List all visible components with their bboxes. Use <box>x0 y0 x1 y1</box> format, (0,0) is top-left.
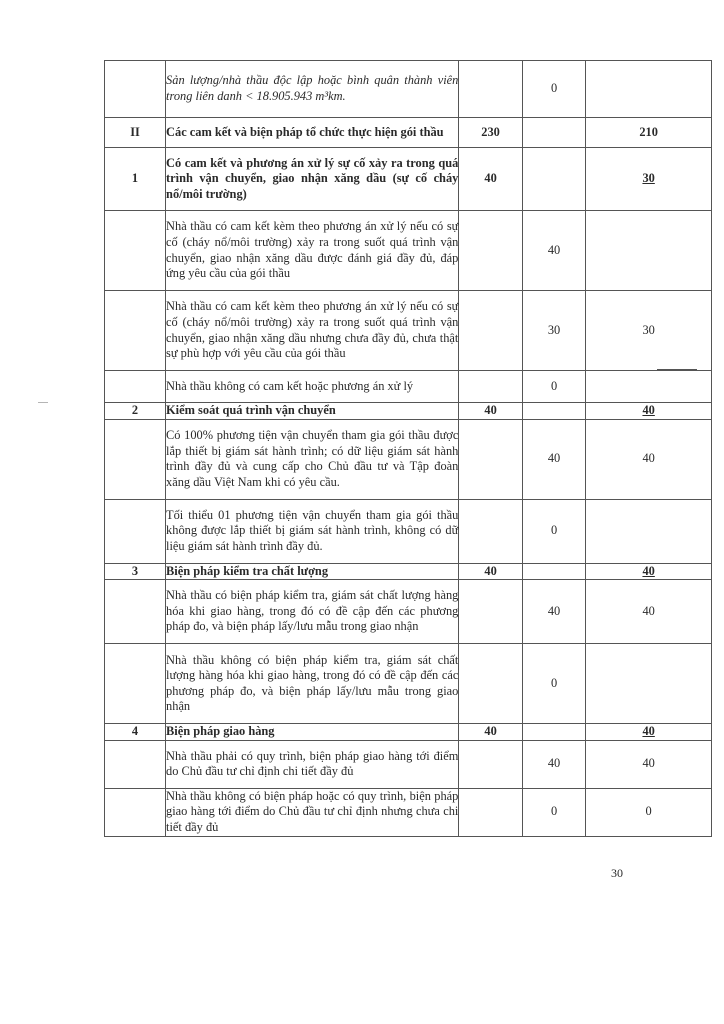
row-number <box>105 788 166 836</box>
row-number <box>105 291 166 371</box>
row-number <box>105 211 166 291</box>
sub-score: 30 <box>522 291 585 371</box>
criterion-text: Nhà thầu có cam kết kèm theo phương án xử lý nếu có sự cố (cháy nổ/môi trường) xảy ra trong suốt quá trình vận chuyển, giao nhận xăng dầu được đánh giá đầy đủ, đáp ứng yêu cầu của gói thầu <box>166 211 459 291</box>
max-score <box>459 788 522 836</box>
max-score <box>459 580 522 644</box>
table-row <box>105 499 712 563</box>
sub-score: 0 <box>522 61 585 118</box>
criterion-text: Nhà thầu không có biện pháp hoặc có quy trình, biện pháp giao hàng tới điểm do Chủ đầu tư chỉ định nhưng chưa chi tiết đầy đủ <box>166 788 459 836</box>
criterion-text: Nhà thầu có cam kết kèm theo phương án xử lý nếu có sự cố (cháy nổ/môi trường) xảy ra trong suốt quá trình vận chuyển, giao nhận xăng dầu nhưng chưa đầy đủ, chưa thật sự phù hợp với yêu cầu của gói thầu <box>166 291 459 371</box>
table-row <box>105 291 712 371</box>
awarded-score: 40 <box>586 403 712 420</box>
awarded-score: 40 <box>586 724 712 741</box>
max-score <box>459 211 522 291</box>
table-row <box>105 118 712 148</box>
awarded-score <box>586 371 712 403</box>
table-row <box>105 61 712 118</box>
sub-score <box>522 118 585 148</box>
table-row <box>105 580 712 644</box>
max-score <box>459 291 522 371</box>
criterion-text: Sản lượng/nhà thầu độc lập hoặc bình quân thành viên trong liên danh < 18.905.943 m³km. <box>166 61 459 118</box>
sub-score: 0 <box>522 788 585 836</box>
sub-score <box>522 563 585 580</box>
sub-score: 0 <box>522 644 585 724</box>
awarded-score: 30 <box>586 148 712 211</box>
page-number: 30 <box>611 866 623 880</box>
criterion-text: Có 100% phương tiện vận chuyển tham gia gói thầu được lắp thiết bị giám sát hành trình; có dữ liệu giám sát hành trình đầy đủ và cung cấp cho Chủ đầu tư và Tập đoàn xăng dầu Việt Nam khi có yêu cầu. <box>166 419 459 499</box>
max-score: 40 <box>459 403 522 420</box>
max-score: 40 <box>459 563 522 580</box>
table-row <box>105 644 712 724</box>
table-row <box>105 371 712 403</box>
row-number <box>105 61 166 118</box>
max-score <box>459 499 522 563</box>
table-row <box>105 403 712 420</box>
table-row <box>105 148 712 211</box>
table-row <box>105 211 712 291</box>
criterion-text: Nhà thầu không có cam kết hoặc phương án xử lý <box>166 371 459 403</box>
sub-score <box>522 148 585 211</box>
awarded-score: 40 <box>586 563 712 580</box>
row-number: 1 <box>105 148 166 211</box>
max-score <box>459 371 522 403</box>
criterion-text: Nhà thầu không có biện pháp kiểm tra, giám sát chất lượng hàng hóa khi giao hàng, trong đó có đề cập đến các phương pháp đo, và biện pháp lấy/lưu mẫu trong giao nhận <box>166 644 459 724</box>
sub-score: 40 <box>522 580 585 644</box>
criterion-text: Biện pháp giao hàng <box>166 724 459 741</box>
max-score: 40 <box>459 724 522 741</box>
awarded-score: 30 <box>586 291 712 371</box>
sub-score: 0 <box>522 371 585 403</box>
row-number: 2 <box>105 403 166 420</box>
criterion-text: Kiểm soát quá trình vận chuyển <box>166 403 459 420</box>
row-number <box>105 419 166 499</box>
max-score <box>459 61 522 118</box>
max-score <box>459 419 522 499</box>
table-row <box>105 788 712 836</box>
row-number <box>105 499 166 563</box>
sub-score: 40 <box>522 211 585 291</box>
criterion-text: Có cam kết và phương án xử lý sự cố xảy ra trong quá trình vận chuyển, giao nhận xăng dầu (sự cố cháy nổ/môi trường) <box>166 148 459 211</box>
awarded-score <box>586 211 712 291</box>
max-score: 230 <box>459 118 522 148</box>
table-row <box>105 563 712 580</box>
max-score <box>459 740 522 788</box>
criterion-text: Biện pháp kiểm tra chất lượng <box>166 563 459 580</box>
row-number <box>105 580 166 644</box>
criterion-text: Tối thiểu 01 phương tiện vận chuyển tham gia gói thầu không được lắp thiết bị giám sát hành trình, không có dữ liệu giám sát hành trình đầy đủ. <box>166 499 459 563</box>
sub-score: 40 <box>522 740 585 788</box>
awarded-score: 0 <box>586 788 712 836</box>
criterion-text: Các cam kết và biện pháp tổ chức thực hiện gói thầu <box>166 118 459 148</box>
row-number <box>105 371 166 403</box>
table-row <box>105 740 712 788</box>
table-row <box>105 724 712 741</box>
row-number <box>105 740 166 788</box>
scoring-table <box>104 60 712 837</box>
row-number: 3 <box>105 563 166 580</box>
row-number <box>105 644 166 724</box>
row-number: 4 <box>105 724 166 741</box>
row-number: II <box>105 118 166 148</box>
sub-score <box>522 724 585 741</box>
awarded-score: 210 <box>586 118 712 148</box>
table-row <box>105 419 712 499</box>
awarded-score <box>586 644 712 724</box>
max-score <box>459 644 522 724</box>
criterion-text: Nhà thầu có biện pháp kiểm tra, giám sát chất lượng hàng hóa khi giao hàng, trong đó có đề cập đến các phương pháp đo, và biện pháp lấy/lưu mẫu trong giao nhận <box>166 580 459 644</box>
sub-score: 40 <box>522 419 585 499</box>
max-score: 40 <box>459 148 522 211</box>
awarded-score: 40 <box>586 580 712 644</box>
sub-score: 0 <box>522 499 585 563</box>
scan-mark <box>38 402 48 403</box>
awarded-score: 40 <box>586 740 712 788</box>
sub-score <box>522 403 585 420</box>
criterion-text: Nhà thầu phải có quy trình, biện pháp giao hàng tới điểm do Chủ đầu tư chỉ định chi tiết đầy đủ <box>166 740 459 788</box>
awarded-score <box>586 499 712 563</box>
awarded-score <box>586 61 712 118</box>
awarded-score: 40 <box>586 419 712 499</box>
